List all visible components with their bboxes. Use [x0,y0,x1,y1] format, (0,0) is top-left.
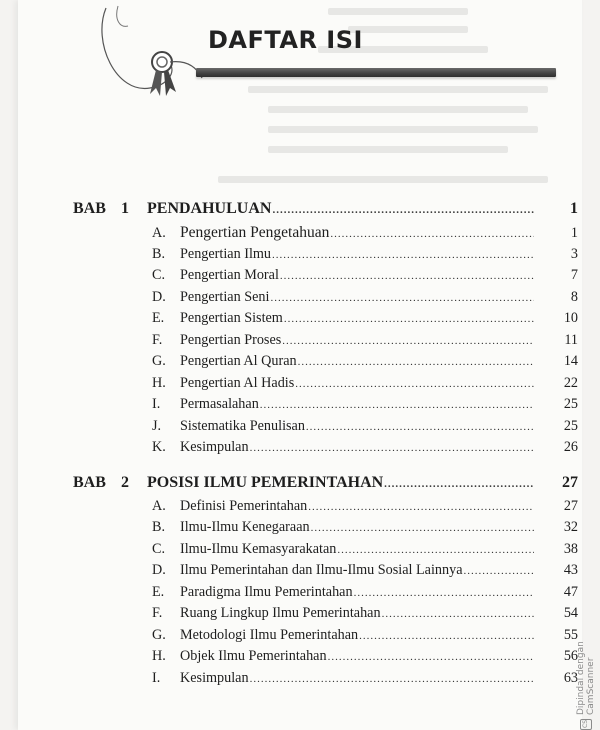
chapter-title: POSISI ILMU PEMERINTAHAN [147,473,384,491]
section-title: Sistematika Penulisan [180,417,305,434]
chapter-title: PENDAHULUAN [147,200,272,217]
section-title: Pengertian Al Hadis [180,374,295,391]
camscanner-icon: CS [580,719,592,730]
section-title: Paradigma Ilmu Pemerintahan [180,583,353,600]
section-page: 14 [563,353,578,369]
section-title: Kesimpulan [180,439,249,455]
bleed-through-line [328,8,468,15]
section-letter: G. [152,626,166,643]
section-letter: I. [152,669,161,686]
section-page: 3 [570,245,578,262]
section-letter: E. [152,583,165,600]
section-title: Ilmu-Ilmu Kenegaraan [180,519,310,535]
medal-ribbon-icon [98,2,208,112]
section-title: Objek Ilmu Pemerintahan [180,648,327,664]
section-title: Pengertian Moral [180,267,279,283]
toc-section-row [73,396,578,418]
dot-leader [280,270,534,282]
section-letter: F. [152,605,163,621]
chapter-label: BAB [73,473,106,491]
section-letter: A. [152,225,166,241]
section-letter: G. [152,353,166,369]
section-title: Pengertian Al Quran [180,353,297,369]
section-title: Pengertian Ilmu [180,245,272,262]
toc-section-row [73,353,578,375]
section-page: 27 [563,497,578,514]
toc-section-row [73,541,578,563]
section-page: 55 [563,626,578,643]
section-page: 8 [570,288,578,305]
dot-leader [311,522,534,534]
section-title: Permasalahan [180,396,259,412]
chapter-label: BAB [73,200,106,217]
section-letter: C. [152,267,166,283]
toc-section-row [73,418,578,440]
bleed-through-line [248,86,548,93]
dot-leader [250,442,534,454]
section-letter: H. [152,374,166,391]
toc-section-row [73,627,578,649]
dot-leader [270,292,534,304]
bleed-through-line [268,126,538,133]
chapter-number: 1 [121,200,129,217]
section-title: Definisi Pemerintahan [180,497,308,514]
section-letter: H. [152,648,166,664]
section-page: 25 [563,396,578,412]
toc-section-row [73,375,578,397]
section-page: 11 [564,331,578,348]
section-letter: E. [152,310,165,326]
chapter-page: 1 [570,200,578,217]
section-letter: D. [152,288,166,305]
section-page: 54 [563,605,578,621]
chapter-number: 2 [121,473,129,491]
section-title: Ruang Lingkup Ilmu Pemerintahan [180,605,381,621]
bleed-through-line [348,26,468,33]
section-title: Pengertian Pengetahuan [180,224,330,241]
toc-section-row [73,332,578,354]
section-letter: J. [152,417,162,434]
toc-chapter-row [73,200,578,224]
section-letter: D. [152,562,166,578]
chapter-page: 27 [562,473,578,491]
toc-section-row [73,648,578,670]
dot-leader [384,478,534,490]
bleed-through-line [218,176,548,183]
toc-section-row [73,310,578,332]
section-title: Pengertian Seni [180,288,270,305]
section-letter: B. [152,245,166,262]
section-page: 56 [563,648,578,664]
toc-section-row [73,246,578,268]
toc-chapter-row [73,474,578,498]
section-page: 1 [570,225,578,241]
section-page: 63 [563,669,578,686]
bleed-through-line [268,106,528,113]
section-page: 43 [563,562,578,578]
section-title: Metodologi Ilmu Pemerintahan [180,626,359,643]
section-page: 26 [563,439,578,455]
bleed-through-line [268,146,508,153]
section-letter: B. [152,519,166,535]
toc-section-row [73,670,578,692]
section-page: 25 [563,417,578,434]
dot-leader [298,356,534,368]
section-page: 38 [563,540,578,557]
toc-section-row [73,519,578,541]
toc-section-row [73,224,578,246]
toc-section-row [73,439,578,461]
section-letter: A. [152,497,166,514]
table-of-contents [73,200,578,691]
toc-section-row [73,289,578,311]
page-title: DAFTAR ISI [208,26,363,54]
toc-section-row [73,562,578,584]
dot-leader [260,399,534,411]
dot-leader [337,544,534,556]
section-letter: K. [152,439,166,455]
section-page: 32 [563,519,578,535]
section-page: 22 [563,374,578,391]
dot-leader [306,421,534,433]
title-underline-bar [196,68,556,77]
dot-leader [250,673,534,685]
section-title: Pengertian Sistem [180,310,283,326]
dot-leader [382,608,534,620]
section-title: Kesimpulan [180,669,249,686]
dot-leader [295,378,534,390]
toc-section-row [73,498,578,520]
dot-leader [354,587,534,599]
scanner-note-text: Dipindai dengan CamScanner [576,640,596,715]
toc-section-row [73,267,578,289]
toc-section-row [73,605,578,627]
section-title: Ilmu Pemerintahan dan Ilmu-Ilmu Sosial Lainnya [180,562,463,578]
dot-leader [464,565,534,577]
dot-leader [308,501,534,513]
toc-section-row [73,584,578,606]
section-letter: C. [152,540,166,557]
chapter-spacer [73,461,578,474]
section-page: 7 [570,267,578,283]
dot-leader [282,335,534,347]
section-letter: I. [152,396,161,412]
section-letter: F. [152,331,163,348]
section-page: 10 [563,310,578,326]
section-title: Pengertian Proses [180,331,282,348]
dot-leader [272,204,534,216]
dot-leader [359,630,534,642]
section-title: Ilmu-Ilmu Kemasyarakatan [180,540,337,557]
document-page [18,0,582,730]
dot-leader [328,651,534,663]
scanner-watermark [576,590,596,730]
dot-leader [284,313,534,325]
section-page: 47 [563,583,578,600]
dot-leader [272,249,534,261]
dot-leader [330,228,534,240]
